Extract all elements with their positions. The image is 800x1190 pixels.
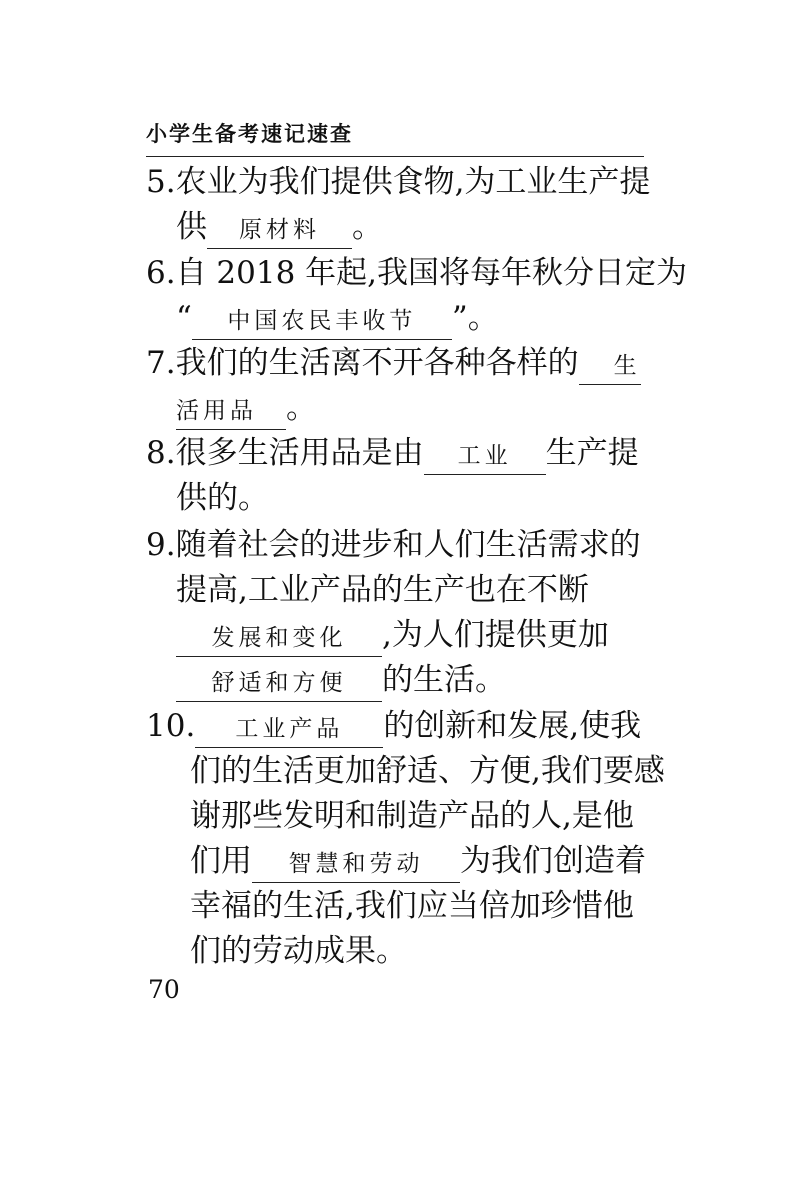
item-10-line-6 [190, 931, 407, 971]
item-10-text-e: 为我们创造着 [460, 843, 646, 879]
item-5-text: 5.农业为我们提供食物,为工业生产提 [146, 164, 651, 200]
item-7-text: 7.我们的生活离不开各种各样的 [146, 345, 579, 381]
item-7-text-c: 。 [286, 390, 317, 426]
item-7-answer-blank-part1: 生 [579, 349, 641, 385]
item-7-line-1 [146, 343, 641, 385]
item-8-line-1 [146, 433, 639, 475]
item-9-text-d: 的生活。 [382, 662, 506, 698]
item-10-text-b: 们的生活更加舒适、方便,我们要感 [190, 753, 665, 789]
item-10-text-g: 们的劳动成果。 [190, 933, 407, 969]
item-8-text-b: 生产提 [545, 435, 639, 471]
item-5-line-2 [176, 207, 383, 249]
item-10-line-5 [190, 886, 634, 926]
item-10-answer-blank-1: 工业产品 [195, 712, 383, 748]
item-9-answer-blank-1: 发展和变化 [176, 621, 382, 657]
item-10-answer-blank-2: 智慧和劳动 [252, 847, 460, 883]
item-10-number: 10. [146, 708, 196, 744]
item-9-line-4 [176, 660, 506, 702]
item-10-line-1 [146, 706, 641, 748]
item-5-answer-blank: 原材料 [207, 213, 352, 249]
item-8-answer-blank: 工业 [424, 439, 546, 475]
item-10-text: 的创新和发展,使我 [383, 708, 642, 744]
item-9-text: 9.随着社会的进步和人们生活需求的 [146, 527, 641, 563]
item-9-line-2 [176, 570, 589, 610]
item-9-text-b: 提高,工业产品的生产也在不断 [176, 572, 589, 608]
page-number: 70 [148, 975, 180, 1004]
item-10-line-3 [190, 796, 634, 836]
item-9-line-3 [176, 615, 609, 657]
item-6-open-quote: “ [176, 300, 192, 336]
item-9-answer-blank-2: 舒适和方便 [176, 666, 382, 702]
item-8-text-c: 供的。 [176, 480, 269, 516]
item-8-text: 8.很多生活用品是由 [146, 435, 424, 471]
item-6-answer-blank: 中国农民丰收节 [192, 304, 452, 340]
item-9-text-c: ,为人们提供更加 [382, 617, 609, 653]
item-10-text-f: 幸福的生活,我们应当倍加珍惜他 [190, 888, 634, 924]
item-6-close-quote: ”。 [451, 300, 499, 336]
item-5-text-c: 。 [352, 209, 383, 245]
item-6-text: 6.自 2018 年起,我国将每年秋分日定为 [146, 255, 688, 291]
item-6-line-2 [176, 298, 499, 340]
item-10-line-2 [190, 751, 665, 791]
item-10-line-4 [190, 841, 646, 883]
item-10-text-c: 谢那些发明和制造产品的人,是他 [190, 798, 634, 834]
item-7-answer-blank-part2: 活用品 [176, 394, 286, 430]
item-8-line-2 [176, 478, 269, 518]
item-9-line-1 [146, 525, 641, 565]
item-5-text-b: 供 [176, 209, 207, 245]
item-6-line-1 [146, 253, 687, 293]
book-header-title: 小学生备考速记速查 [146, 118, 644, 157]
item-7-line-2 [176, 388, 317, 430]
item-10-text-d: 们用 [190, 843, 252, 879]
item-5-line-1 [146, 162, 650, 202]
